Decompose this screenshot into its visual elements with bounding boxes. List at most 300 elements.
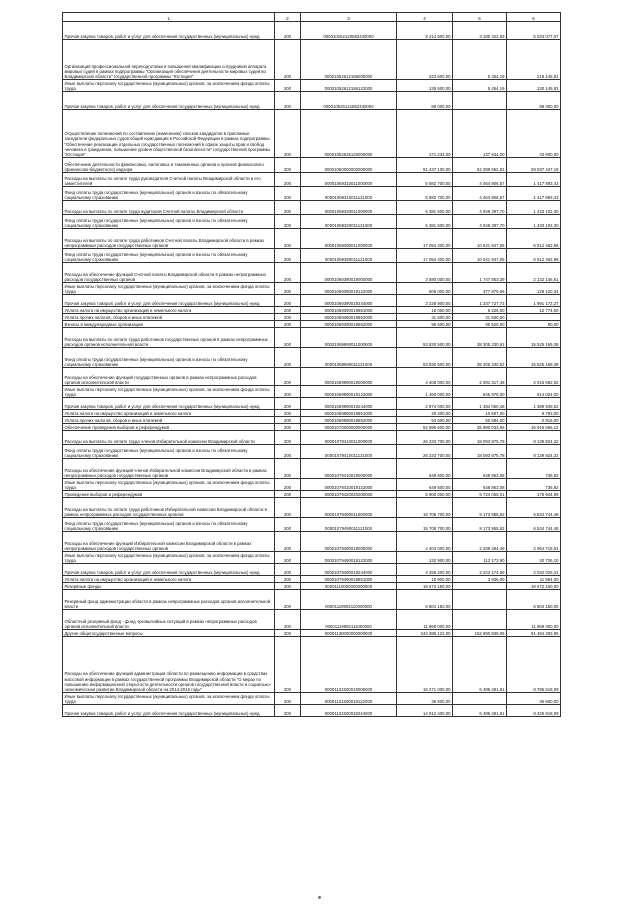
row-kbk-cell: 00001070000000000000: [301, 424, 397, 431]
row-executed-cell: 5 454,19: [453, 40, 507, 80]
table-body: [63, 22, 561, 717]
table-row: [63, 424, 561, 431]
row-name-cell: Фонд оплаты труда государственных (муниципальных) органов и взносы по обязательному социальному страхованию: [63, 348, 275, 368]
row-name-cell: Проведение выборов и референдумов: [63, 491, 275, 498]
row-kbk-cell: 00001069390019122000: [301, 283, 397, 295]
row-name-cell: Иные выплаты персоналу государственных (муниципальных) органов, за исключением фонда оплаты труда: [63, 386, 275, 398]
row-approved-cell: 223 600,00: [397, 40, 453, 80]
row-executed-cell: 62 399 652,81: [453, 158, 507, 173]
row-code-cell: 200: [275, 215, 301, 229]
row-name-cell: Фонд оплаты труда государственных (муниципальных) органов и взносы по обязательному социальному страхованию: [63, 215, 275, 229]
row-unexecuted-cell: 18 672 150,00: [507, 583, 561, 590]
row-name-cell: Расходы на выплаты по оплате труда руководителя Счетной палаты Владимирской области и его заместителей: [63, 173, 275, 187]
row-approved-cell: 5 882 700,00: [397, 173, 453, 187]
row-kbk-cell: 00001069390019852000: [301, 314, 397, 321]
row-kbk-cell: 00001079410011000000: [301, 431, 397, 445]
row-name-cell: Фонд оплаты труда государственных (муниципальных) органов и взносы по обязательному социальному страхованию: [63, 445, 275, 459]
row-unexecuted-cell: 8 139 824,22: [507, 445, 561, 459]
row-approved-cell: 17 054 400,00: [397, 249, 453, 263]
table-row: [63, 459, 561, 479]
row-code-cell: 200: [275, 459, 301, 479]
row-code-cell: 200: [275, 630, 301, 637]
row-executed-cell: 6 485 481,91: [453, 705, 507, 717]
table-row: [63, 552, 561, 564]
page-dot-mark: [318, 896, 321, 899]
row-name-cell: Фонд оплаты труда государственных (муниципальных) органов и взносы по обязательному социальному страхованию: [63, 518, 275, 532]
column-header: 5: [453, 13, 507, 22]
row-code-cell: 200: [275, 498, 301, 518]
row-name-cell: Прочая закупка товаров, работ и услуг для обеспечения государственных (муниципальных) нужд: [63, 564, 275, 576]
row-approved-cell: 31 500,00: [397, 314, 453, 321]
column-header: 2: [275, 13, 301, 22]
row-unexecuted-cell: 2 016 682,52: [507, 368, 561, 386]
row-kbk-cell: 00001069390019862000: [301, 321, 397, 328]
row-unexecuted-cell: 6 534 744,48: [507, 498, 561, 518]
row-kbk-cell: 00001069390019851000: [301, 307, 397, 314]
row-executed-cell: 18 093 875,78: [453, 431, 507, 445]
row-executed-cell: 18 093 875,78: [453, 445, 507, 459]
row-unexecuted-cell: 6 534 744,48: [507, 518, 561, 532]
table-row: [63, 693, 561, 705]
row-approved-cell: 36 600,00: [397, 693, 453, 705]
row-unexecuted-cell: 614 024,00: [507, 386, 561, 398]
row-code-cell: 200: [275, 92, 301, 110]
row-approved-cell: 26 233 700,00: [397, 445, 453, 459]
row-executed-cell: 9 173 955,52: [453, 518, 507, 532]
row-code-cell: 200: [275, 22, 301, 40]
row-executed-cell: 50 684,00: [453, 417, 507, 424]
row-unexecuted-cell: [507, 314, 561, 321]
row-unexecuted-cell: 2 064 715,51: [507, 532, 561, 552]
row-unexecuted-cell: 8 139 824,22: [507, 431, 561, 445]
table-row: [63, 518, 561, 532]
table-row: [63, 187, 561, 201]
row-executed-cell: 38 305 330,62: [453, 328, 507, 348]
row-executed-cell: 648 863,08: [453, 459, 507, 479]
row-executed-cell: [453, 583, 507, 590]
row-executed-cell: 35 980 033,66: [453, 424, 507, 431]
row-name-cell: Другие общегосударственные вопросы: [63, 630, 275, 637]
row-approved-cell: 135 600,00: [397, 80, 453, 92]
row-approved-cell: 91 437 100,00: [397, 158, 453, 173]
row-unexecuted-cell: 8 426 918,09: [507, 705, 561, 717]
row-name-cell: Фонд оплаты труда государственных (муниципальных) органов и взносы по обязательному социальному страхованию: [63, 187, 275, 201]
row-executed-cell: 10 541 947,05: [453, 249, 507, 263]
row-executed-cell: [453, 92, 507, 110]
row-unexecuted-cell: 736,92: [507, 479, 561, 491]
table-row: [63, 263, 561, 283]
row-code-cell: 200: [275, 431, 301, 445]
row-code-cell: 200: [275, 328, 301, 348]
row-kbk-cell: 00001119992110000000: [301, 590, 397, 610]
row-unexecuted-cell: 2 032 025,41: [507, 564, 561, 576]
row-code-cell: 200: [275, 564, 301, 576]
row-approved-cell: 649 600,00: [397, 479, 453, 491]
row-code-cell: 200: [275, 491, 301, 498]
table-row: [63, 705, 561, 717]
row-unexecuted-cell: 33 600,00: [507, 110, 561, 158]
row-name-cell: Уплата прочих налогов, сборов и иных платежей: [63, 314, 275, 321]
row-unexecuted-cell: 88 000,00: [507, 92, 561, 110]
row-kbk-cell: 00001079490019122000: [301, 552, 397, 564]
column-header: 6: [507, 13, 561, 22]
row-kbk-cell: 00001069990019122000: [301, 386, 397, 398]
row-executed-cell: 4 948 397,70: [453, 201, 507, 215]
row-code-cell: 200: [275, 348, 301, 368]
table-row: [63, 215, 561, 229]
row-executed-cell: 95 520,00: [453, 321, 507, 328]
row-executed-cell: 2 223 174,59: [453, 564, 507, 576]
row-approved-cell: 14 912 400,00: [397, 705, 453, 717]
row-code-cell: 200: [275, 583, 301, 590]
row-unexecuted-cell: 15 525 169,38: [507, 328, 561, 348]
row-executed-cell: 38 305 330,62: [453, 348, 507, 368]
row-executed-cell: 31 500,00: [453, 314, 507, 321]
table-row: [63, 321, 561, 328]
row-kbk-cell: 00001069390011121000: [301, 249, 397, 263]
row-name-cell: Взносы в международные организации: [63, 321, 275, 328]
row-unexecuted-cell: 6 512 452,95: [507, 249, 561, 263]
row-code-cell: 200: [275, 249, 301, 263]
row-approved-cell: 20 400,00: [397, 410, 453, 417]
row-code-cell: 200: [275, 283, 301, 295]
row-executed-cell: 152 890 839,05: [453, 630, 507, 637]
row-name-cell: Иные выплаты персоналу государственных (муниципальных) органов, за исключением фонда оплаты труда: [63, 80, 275, 92]
table-row: [63, 532, 561, 552]
row-code-cell: 200: [275, 417, 301, 424]
row-kbk-cell: 000010526121862440000: [301, 92, 397, 110]
row-kbk-cell: 00001110000000000000: [301, 583, 397, 590]
table-row: [63, 637, 561, 693]
row-code-cell: 200: [275, 386, 301, 398]
row-unexecuted-cell: 16 916 566,12: [507, 424, 561, 431]
row-name-cell: Иные выплаты персоналу государственных (муниципальных) органов, за исключением фонда оплаты труда: [63, 283, 275, 295]
row-code-cell: 200: [275, 445, 301, 459]
row-kbk-cell: 00001079410019000000: [301, 459, 397, 479]
row-approved-cell: 4 408 000,00: [397, 368, 453, 386]
row-approved-cell: 5 882 700,00: [397, 187, 453, 201]
row-code-cell: 200: [275, 610, 301, 630]
row-kbk-cell: 00001069390019244000: [301, 295, 397, 307]
row-approved-cell: 171 234,00: [397, 110, 453, 158]
row-approved-cell: 95 600,00: [397, 321, 453, 328]
row-kbk-cell: 00001069390011000000: [301, 229, 397, 249]
row-code-cell: 200: [275, 424, 301, 431]
row-name-cell: Расходы на обеспечение функций Избирательной комиссии Владимирской области в рамках непрограммных расходов государственных органов: [63, 532, 275, 552]
table-row: [63, 22, 561, 40]
row-code-cell: 200: [275, 532, 301, 552]
row-name-cell: Расходы на выплаты по оплате труда аудиторов Счетной палаты Владимирской области: [63, 201, 275, 215]
row-executed-cell: 137 634,00: [453, 110, 507, 158]
row-name-cell: Расходы на выплаты по оплате труда работников Избирательной комиссии Владимирской области в рамках непрограммных расходов государственных органов: [63, 498, 275, 518]
table-row: [63, 368, 561, 386]
table-row: [63, 307, 561, 314]
row-code-cell: 200: [275, 263, 301, 283]
row-unexecuted-cell: 1 417 893,43: [507, 173, 561, 187]
row-code-cell: 200: [275, 410, 301, 417]
row-unexecuted-cell: 1 389 949,52: [507, 398, 561, 410]
row-executed-cell: 377 879,66: [453, 283, 507, 295]
column-header: 4: [397, 13, 453, 22]
table-row: [63, 295, 561, 307]
table-row: [63, 431, 561, 445]
column-header: 1: [63, 13, 275, 22]
row-executed-cell: [453, 693, 507, 705]
row-name-cell: Расходы на обеспечение функций членов Избирательной комиссии Владимирской области в рамках непрограммных расходов государственных органов: [63, 459, 275, 479]
row-executed-cell: 2 339 284,49: [453, 532, 507, 552]
row-name-cell: Прочая закупка товаров, работ и услуг для обеспечения государственных (муниципальных) нужд: [63, 705, 275, 717]
header-row: [63, 13, 561, 22]
row-executed-cell: 5 454,19: [453, 80, 507, 92]
row-name-cell: Организация профессиональной переподготовки и повышения квалификации сотрудников аппарата мировых судей в рамках подпрограммы "Организация обеспечения деятельности мировых судей во Владимирской области" государственной программы "Юстиция": [63, 40, 275, 80]
row-executed-cell: 3 180 422,93: [453, 22, 507, 40]
row-executed-cell: 5 226,00: [453, 307, 507, 314]
table-row: [63, 92, 561, 110]
row-approved-cell: 649 600,00: [397, 459, 453, 479]
row-unexecuted-cell: 5 034 077,07: [507, 22, 561, 40]
table-row: [63, 610, 561, 630]
row-approved-cell: 15 271 000,00: [397, 637, 453, 693]
row-approved-cell: 4 255 200,00: [397, 564, 453, 576]
row-code-cell: 200: [275, 201, 301, 215]
row-name-cell: Обеспечение проведения выборов и референдумов: [63, 424, 275, 431]
row-kbk-cell: 00001069990019244000: [301, 398, 397, 410]
row-executed-cell: 2 391 317,48: [453, 368, 507, 386]
row-unexecuted-cell: 11 964,00: [507, 576, 561, 583]
row-approved-cell: 244 385 122,00: [397, 630, 453, 637]
table-row: [63, 590, 561, 610]
row-name-cell: Прочая закупка товаров, работ и услуг для обеспечения государственных (муниципальных) нужд: [63, 398, 275, 410]
row-approved-cell: 18 000,00: [397, 307, 453, 314]
row-approved-cell: 3 880 000,00: [397, 263, 453, 283]
row-name-cell: Расходы на выплаты по оплате труда работников государственных органов в рамках непрограммных расходов органов исполнительной власти: [63, 328, 275, 348]
row-approved-cell: 4 404 000,00: [397, 532, 453, 552]
row-name-cell: Расходы на обеспечение функций Счетной палаты Владимирской области в рамках непрограммных расходов государственных органов: [63, 263, 275, 283]
table-row: [63, 201, 561, 215]
table-row: [63, 498, 561, 518]
row-approved-cell: 11 868 000,00: [397, 610, 453, 630]
row-executed-cell: 1 237 727,73: [453, 295, 507, 307]
row-executed-cell: 3 936,00: [453, 576, 507, 583]
row-unexecuted-cell: 130 145,81: [507, 80, 561, 92]
row-approved-cell: 3 228 900,00: [397, 295, 453, 307]
row-approved-cell: 26 233 700,00: [397, 431, 453, 445]
table-row: [63, 576, 561, 583]
row-name-cell: Осуществление полномочий по составлению (изменению) списков кандидатов в присяжные заседатели федеральных судов общей юрисдикции в Российской Федерации в рамках подпрограммы "Обеспечение реализации отдельных государственных полномочий в сфере защиты прав и свобод человека и гражданина, повышение уровня общественной безопасности" государственной программы "Юстиция": [63, 110, 275, 158]
table-row: [63, 173, 561, 187]
row-unexecuted-cell: 6 512 452,95: [507, 229, 561, 249]
row-kbk-cell: 00001079490019851000: [301, 576, 397, 583]
row-name-cell: Расходы на обеспечение функций государственных органов в рамках непрограммных расходов органов исполнительной власти: [63, 368, 275, 386]
row-name-cell: Фонд оплаты труда государственных (муниципальных) органов и взносы по обязательному социальному страхованию: [63, 249, 275, 263]
table-row: [63, 40, 561, 80]
row-approved-cell: 506 000,00: [397, 283, 453, 295]
row-approved-cell: 15 900,00: [397, 576, 453, 583]
row-kbk-cell: 00001069990019852000: [301, 417, 397, 424]
row-kbk-cell: 00001079490019000000: [301, 532, 397, 552]
row-code-cell: 200: [275, 40, 301, 80]
row-kbk-cell: 00001069310011121000: [301, 187, 397, 201]
row-kbk-cell: 00001069310011000000: [301, 173, 397, 187]
row-name-cell: Расходы на обеспечение функций администрации области по размещению информации в средствах массовой информации в рамках государственной программы Владимирской области "О мерах по повышению информационной открытости деятельности органов государственной власти и социально-экономическом развитии Владимирской области на 2014-2016 годы": [63, 637, 275, 693]
table-row: [63, 479, 561, 491]
table-row: [63, 249, 561, 263]
row-code-cell: 200: [275, 158, 301, 173]
row-kbk-cell: 00001069990019851000: [301, 410, 397, 417]
row-code-cell: 200: [275, 693, 301, 705]
row-kbk-cell: 00001131500019005000: [301, 637, 397, 693]
row-kbk-cell: 00001052625120000000: [301, 110, 397, 158]
table-row: [63, 328, 561, 348]
row-code-cell: 200: [275, 705, 301, 717]
row-code-cell: 200: [275, 307, 301, 314]
row-code-cell: 200: [275, 80, 301, 92]
table-row: [63, 417, 561, 424]
row-unexecuted-cell: 1 433 102,30: [507, 215, 561, 229]
row-code-cell: 200: [275, 518, 301, 532]
row-approved-cell: 88 000,00: [397, 92, 453, 110]
row-code-cell: 200: [275, 637, 301, 693]
row-unexecuted-cell: 2 132 146,61: [507, 263, 561, 283]
row-name-cell: Прочая закупка товаров, работ и услуг для обеспечения государственных (муниципальных) нужд: [63, 92, 275, 110]
row-approved-cell: 6 381 500,00: [397, 215, 453, 229]
row-approved-cell: 18 672 150,00: [397, 583, 453, 590]
row-kbk-cell: 00001069990011121000: [301, 348, 397, 368]
table-row: [63, 583, 561, 590]
table-row: [63, 445, 561, 459]
row-name-cell: Резервные фонды: [63, 583, 275, 590]
row-code-cell: 200: [275, 110, 301, 158]
row-approved-cell: 53 600,00: [397, 417, 453, 424]
row-name-cell: Расходы на выплаты по оплате труда членов Избирательной комиссии Владимирской области: [63, 431, 275, 445]
table-row: [63, 410, 561, 417]
row-executed-cell: [453, 590, 507, 610]
row-unexecuted-cell: 20 726,10: [507, 552, 561, 564]
row-executed-cell: 10 541 947,05: [453, 229, 507, 249]
row-executed-cell: 1 747 853,39: [453, 263, 507, 283]
row-name-cell: Иные выплаты персоналу государственных (муниципальных) органов, за исключением фонда оплаты труда: [63, 479, 275, 491]
row-unexecuted-cell: 36 600,00: [507, 693, 561, 705]
row-executed-cell: 10 607,00: [453, 410, 507, 417]
row-unexecuted-cell: 6 804 150,00: [507, 590, 561, 610]
row-name-cell: Прочая закупка товаров, работ и услуг для обеспечения государственных (муниципальных) нужд: [63, 295, 275, 307]
row-name-cell: Обеспечение деятельности финансовых, налоговых и таможенных органов и органов финансового (финансово-бюджетного) надзора: [63, 158, 275, 173]
row-executed-cell: 4 464 806,57: [453, 173, 507, 187]
table-row: [63, 398, 561, 410]
row-executed-cell: 4 948 397,70: [453, 215, 507, 229]
row-approved-cell: 6 804 150,00: [397, 590, 453, 610]
row-code-cell: 200: [275, 398, 301, 410]
row-approved-cell: 8 214 500,00: [397, 22, 453, 40]
row-name-cell: Расходы на выплаты по оплате труда работников Счетной палаты Владимирской области в рамках непрограммных расходов государственных органов: [63, 229, 275, 249]
row-code-cell: 200: [275, 295, 301, 307]
table-row: [63, 630, 561, 637]
row-kbk-cell: 00001069990019000000: [301, 368, 397, 386]
table-row: [63, 491, 561, 498]
table-row: [63, 80, 561, 92]
row-code-cell: 200: [275, 368, 301, 386]
row-unexecuted-cell: 1 433 102,30: [507, 201, 561, 215]
row-unexecuted-cell: 11 868 000,00: [507, 610, 561, 630]
budget-execution-table: [62, 12, 561, 717]
row-kbk-cell: 00001060000000000000: [301, 158, 397, 173]
row-approved-cell: 132 900,00: [397, 552, 453, 564]
row-name-cell: Иные выплаты персоналу государственных (муниципальных) органов, за исключением фонда оплаты труда: [63, 693, 275, 705]
row-unexecuted-cell: 9 793,00: [507, 410, 561, 417]
row-kbk-cell: 00001079490011121000: [301, 518, 397, 532]
row-approved-cell: 2 874 000,00: [397, 398, 453, 410]
row-executed-cell: [453, 610, 507, 630]
row-approved-cell: 1 460 000,00: [397, 386, 453, 398]
table-row: [63, 158, 561, 173]
row-approved-cell: 53 830 500,00: [397, 328, 453, 348]
row-kbk-cell: 00001131500019122000: [301, 693, 397, 705]
row-unexecuted-cell: 91 494 283,95: [507, 630, 561, 637]
row-kbk-cell: 00001052612186000000: [301, 40, 397, 80]
row-unexecuted-cell: 175 944,99: [507, 491, 561, 498]
table-row: [63, 283, 561, 295]
row-name-cell: Прочая закупка товаров, работ и услуг для обеспечения государственных (муниципальных) нужд: [63, 22, 275, 40]
row-approved-cell: 53 830 500,00: [397, 348, 453, 368]
row-code-cell: 200: [275, 576, 301, 583]
row-approved-cell: 15 708 700,00: [397, 498, 453, 518]
row-kbk-cell: 00001069390019000000: [301, 263, 397, 283]
row-name-cell: Уплата налога на имущество организаций и земельного налога: [63, 410, 275, 417]
row-approved-cell: 17 054 400,00: [397, 229, 453, 249]
table-row: [63, 229, 561, 249]
row-executed-cell: 9 173 955,52: [453, 498, 507, 518]
row-executed-cell: 845 976,00: [453, 386, 507, 398]
row-code-cell: 200: [275, 229, 301, 249]
row-kbk-cell: 00001119992111000000: [301, 610, 397, 630]
row-executed-cell: 6 485 481,91: [453, 637, 507, 693]
row-kbk-cell: 00001052612186122000: [301, 80, 397, 92]
row-unexecuted-cell: 15 525 169,38: [507, 348, 561, 368]
row-code-cell: 200: [275, 479, 301, 491]
table-row: [63, 564, 561, 576]
row-code-cell: 200: [275, 552, 301, 564]
row-code-cell: 200: [275, 321, 301, 328]
row-name-cell: Уплата налога на имущество организаций и земельного налога: [63, 576, 275, 583]
row-kbk-cell: 00001131500019244000: [301, 705, 397, 717]
row-unexecuted-cell: 29 037 447,19: [507, 158, 561, 173]
row-kbk-cell: 00001069320011000000: [301, 201, 397, 215]
row-approved-cell: 6 381 500,00: [397, 201, 453, 215]
row-executed-cell: 112 173,90: [453, 552, 507, 564]
row-code-cell: 200: [275, 590, 301, 610]
row-executed-cell: 4 464 806,57: [453, 187, 507, 201]
row-code-cell: 200: [275, 314, 301, 321]
table-row: [63, 110, 561, 158]
row-executed-cell: 1 484 050,48: [453, 398, 507, 410]
row-name-cell: Резервный фонд администрации области в рамках непрограммных расходов органов исполнительной власти: [63, 590, 275, 610]
row-unexecuted-cell: 8 785 518,09: [507, 637, 561, 693]
row-name-cell: Иные выплаты персоналу государственных (муниципальных) органов, за исключением фонда оплаты труда: [63, 552, 275, 564]
row-name-cell: Уплата налога на имущество организаций и земельного налога: [63, 307, 275, 314]
row-unexecuted-cell: 736,92: [507, 459, 561, 479]
row-unexecuted-cell: 218 145,81: [507, 40, 561, 80]
table-row: [63, 314, 561, 321]
row-unexecuted-cell: 80,00: [507, 321, 561, 328]
row-kbk-cell: 00001079420020000000: [301, 491, 397, 498]
row-unexecuted-cell: 12 774,00: [507, 307, 561, 314]
table-row: [63, 348, 561, 368]
row-kbk-cell: 000010262120682440000: [301, 22, 397, 40]
row-executed-cell: 648 863,08: [453, 479, 507, 491]
table-row: [63, 386, 561, 398]
row-approved-cell: 5 900 000,00: [397, 491, 453, 498]
row-unexecuted-cell: 2 916,00: [507, 417, 561, 424]
